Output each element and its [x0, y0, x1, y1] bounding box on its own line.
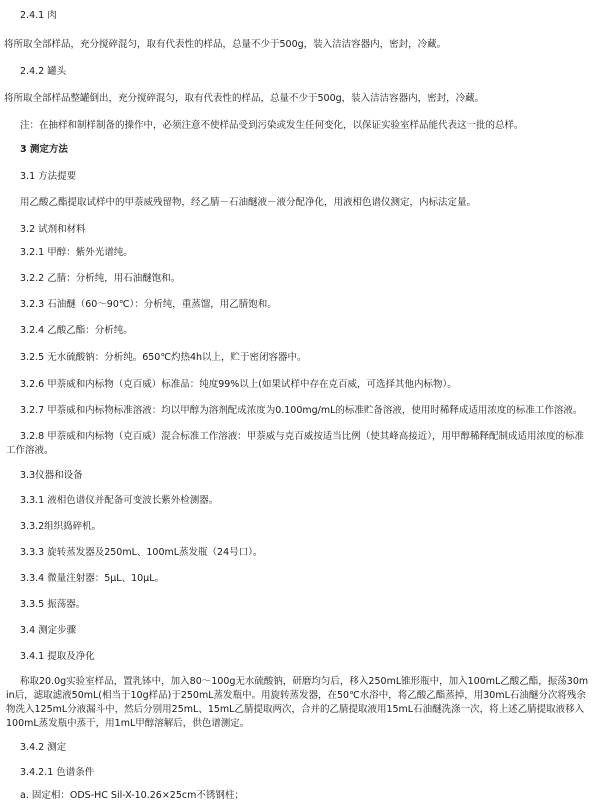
section-3-3-2: 3.3.2组织捣碎机。	[20, 521, 102, 532]
section-3-4-1-text: 称取20.0g实验室样品，置乳钵中，加入80～100g无水硫酸钠，研磨均匀后，移入250mL锥形瓶中，加入100mL乙酸乙酯，振荡30min后，滤取滤液50mL(相当于10g样品)于250mL蒸发瓶中。用旋转蒸发器，在50℃水浴中，将乙酸乙酯蒸掉，用30mL石油醚分次将残余物洗入125mL分液漏斗中，然后分别用25mL、15mL乙腈提取两次，合并的乙腈提取液用15mL石油醚洗涤一次，将上述乙腈提取液移入100mL蒸发瓶中蒸干，用1mL甲醇溶解后，供色谱测定。	[6, 676, 589, 729]
section-3-4-2-title: 3.4.2 测定	[20, 742, 67, 753]
section-3-1-title: 3.1 方法提要	[20, 171, 77, 182]
section-2-4-2-text: 将所取全部样品整罐倒出，充分搅碎混匀，取有代表性的样品，总量不少于500g，装入洁洁容器内，密封，冷藏。	[4, 93, 485, 104]
section-3-2-8: 3.2.8 甲萘威和内标物（克百威）混合标准工作溶液：甲萘威与克百威按适当比例（使其峰高接近），用甲醇稀释配制成适用浓度的标准工作溶液。	[6, 431, 584, 456]
section-3-2-title: 3.2 试剂和材料	[20, 224, 86, 235]
section-3-3-3: 3.3.3 旋转蒸发器及250mL、100mL蒸发瓶（24号口）。	[20, 547, 263, 558]
section-2-4-1-title: 2.4.1 肉	[20, 10, 57, 21]
section-3-2-3: 3.2.3 石油醚（60～90℃）：分析纯，重蒸馏，用乙腈饱和。	[20, 299, 277, 310]
section-3-2-4: 3.2.4 乙酸乙酯：分析纯。	[20, 325, 133, 336]
section-3-4-2-1-title: 3.4.2.1 色谱条件	[20, 767, 95, 778]
section-3-title: 3 测定方法	[20, 144, 68, 155]
section-3-2-6: 3.2.6 甲萘威和内标物（克百威）标准品：纯度99%以上(如果试样中存在克百威，可选择其他内标物）。	[20, 379, 457, 390]
section-3-2-1: 3.2.1 甲醇：紫外光谱纯。	[20, 247, 133, 258]
section-3-3-5: 3.3.5 振荡器。	[20, 599, 86, 610]
section-3-1-text: 用乙酸乙酯提取试样中的甲萘威残留物，经乙腈－石油醚液－液分配净化，用液相色谱仪测定，内标法定量。	[20, 197, 477, 208]
section-3-3-title: 3.3仪器和设备	[20, 470, 83, 481]
section-2-4-1-text: 将所取全部样品，充分搅碎混匀，取有代表性的样品，总量不少于500g，装入洁洁容器内，密封，冷藏。	[4, 39, 447, 50]
section-3-4-1-title: 3.4.1 提取及净化	[20, 651, 95, 662]
note-text: 注：在抽样和制样制备的操作中，必须注意不使样品受到污染或发生任何变化，以保证实验室样品能代表这一批的总样。	[20, 120, 524, 131]
section-2-4-2-title: 2.4.2 罐头	[20, 66, 67, 77]
section-3-2-7: 3.2.7 甲萘威和内标物标准溶液：均以甲醇为溶剂配成浓度为0.100mg/mL的标准贮备溶液，使用时稀释成适用浓度的标准工作溶液。	[20, 405, 583, 416]
section-3-2-5: 3.2.5 无水硫酸钠：分析纯。650℃灼热4h以上，贮于密闭容器中。	[20, 352, 307, 363]
section-3-2-2: 3.2.2 乙腈：分析纯，用石油醚饱和。	[20, 273, 181, 284]
section-3-3-1: 3.3.1 液相色谱仪并配备可变波长紫外检测器。	[20, 495, 219, 506]
section-3-3-4: 3.3.4 微量注射器：5μL、10μL。	[20, 573, 164, 584]
item-a-stationary-phase: a. 固定相：ODS-HC Sil-X-10.26×25cm不锈钢柱；	[20, 790, 244, 801]
section-3-4-title: 3.4 测定步骤	[20, 625, 77, 636]
